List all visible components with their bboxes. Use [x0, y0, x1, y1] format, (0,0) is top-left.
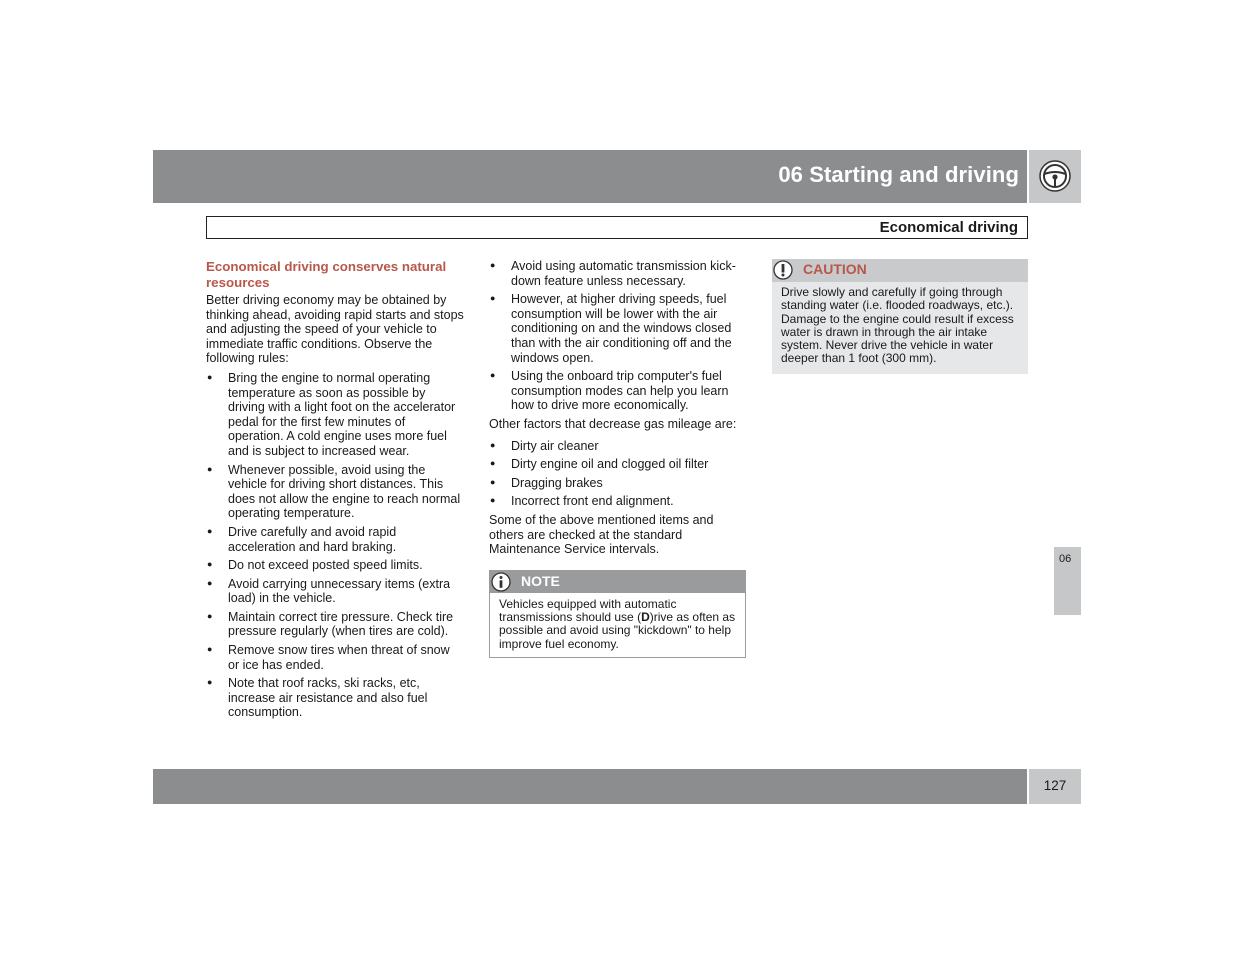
column-right	[772, 259, 1028, 374]
page-number: 127	[1043, 778, 1067, 793]
column-left	[206, 259, 464, 724]
chapter-header-band	[153, 150, 1027, 203]
list-item: ● Whenever possible, avoid using the vehicle for driving short distances. This does not allow the engine to reach normal operating temperature.	[206, 463, 464, 521]
page-number-box	[1029, 769, 1081, 804]
section-title-box	[206, 216, 1028, 239]
transmission-tips-list	[489, 259, 747, 413]
list-item: ● Dirty engine oil and clogged oil filter	[489, 457, 747, 472]
mileage-factors-list	[489, 439, 747, 509]
list-item: ● Note that roof racks, ski racks, etc, increase air resistance and also fuel consumption.	[206, 676, 464, 720]
caution-box	[772, 259, 1028, 374]
note-box	[489, 570, 746, 658]
list-item: ● Bring the engine to normal operating temperature as soon as possible by driving with a light foot on the accelerator pedal for the first few minutes of operation. A cold engine uses more fuel and is subject to increased wear.	[206, 371, 464, 459]
column-middle	[489, 259, 747, 658]
list-item: ● However, at higher driving speeds, fuel consumption will be lower with the air conditioning on and the windows closed than with the air conditioning off and the windows open.	[489, 292, 747, 365]
chapter-tab-label: 06	[1059, 553, 1072, 565]
list-item: ● Dirty air cleaner	[489, 439, 747, 454]
subsection-heading: Economical driving conserves natural resources	[206, 259, 447, 290]
list-item: ● Dragging brakes	[489, 476, 747, 491]
maintenance-paragraph: Some of the above mentioned items and others are checked at the standard Maintenance Service intervals.	[489, 512, 714, 557]
note-header	[490, 571, 745, 593]
list-item: ● Remove snow tires when threat of snow or ice has ended.	[206, 643, 464, 672]
intro-paragraph: Better driving economy may be obtained by thinking ahead, avoiding rapid starts and stops and adjusting the speed of your vehicle to immediate traffic conditions. Observe the following rules:	[206, 293, 464, 366]
list-item: ● Do not exceed posted speed limits.	[206, 558, 464, 573]
chapter-side-tab	[1054, 547, 1081, 615]
steering-wheel-icon	[1039, 160, 1071, 192]
section-title: Economical driving	[879, 219, 1018, 236]
list-item: ● Drive carefully and avoid rapid acceleration and hard braking.	[206, 525, 464, 554]
caution-header	[772, 259, 1028, 282]
warning-exclamation-icon	[773, 260, 793, 280]
info-icon	[491, 572, 511, 592]
note-text: Vehicles equipped with automatic transmissions should use (D)rive as often as possible and avoid using "kickdown" to help improve fuel economy.	[499, 596, 736, 651]
list-item: ● Avoid using automatic transmission kick-down feature unless necessary.	[489, 259, 747, 288]
caution-text: Drive slowly and carefully if going through standing water (i.e. flooded roadways, etc.). Damage to the engine could result if excess water is drawn in through the air intake system. Never drive the vehicle in water deeper than 1 foot (300 mm).	[781, 285, 1014, 366]
economy-rules-list	[206, 371, 464, 720]
list-item: ● Avoid carrying unnecessary items (extra load) in the vehicle.	[206, 577, 464, 606]
chapter-icon-box	[1029, 150, 1081, 203]
factors-intro: Other factors that decrease gas mileage are:	[489, 416, 737, 431]
chapter-title: 06 Starting and driving	[778, 162, 1019, 187]
note-label: NOTE	[521, 572, 560, 589]
list-item: ● Maintain correct tire pressure. Check tire pressure regularly (when tires are cold).	[206, 610, 464, 639]
caution-label: CAUTION	[803, 261, 867, 277]
footer-band	[153, 769, 1027, 804]
list-item: ● Using the onboard trip computer's fuel consumption modes can help you learn how to drive more economically.	[489, 369, 747, 413]
list-item: ● Incorrect front end alignment.	[489, 494, 747, 509]
